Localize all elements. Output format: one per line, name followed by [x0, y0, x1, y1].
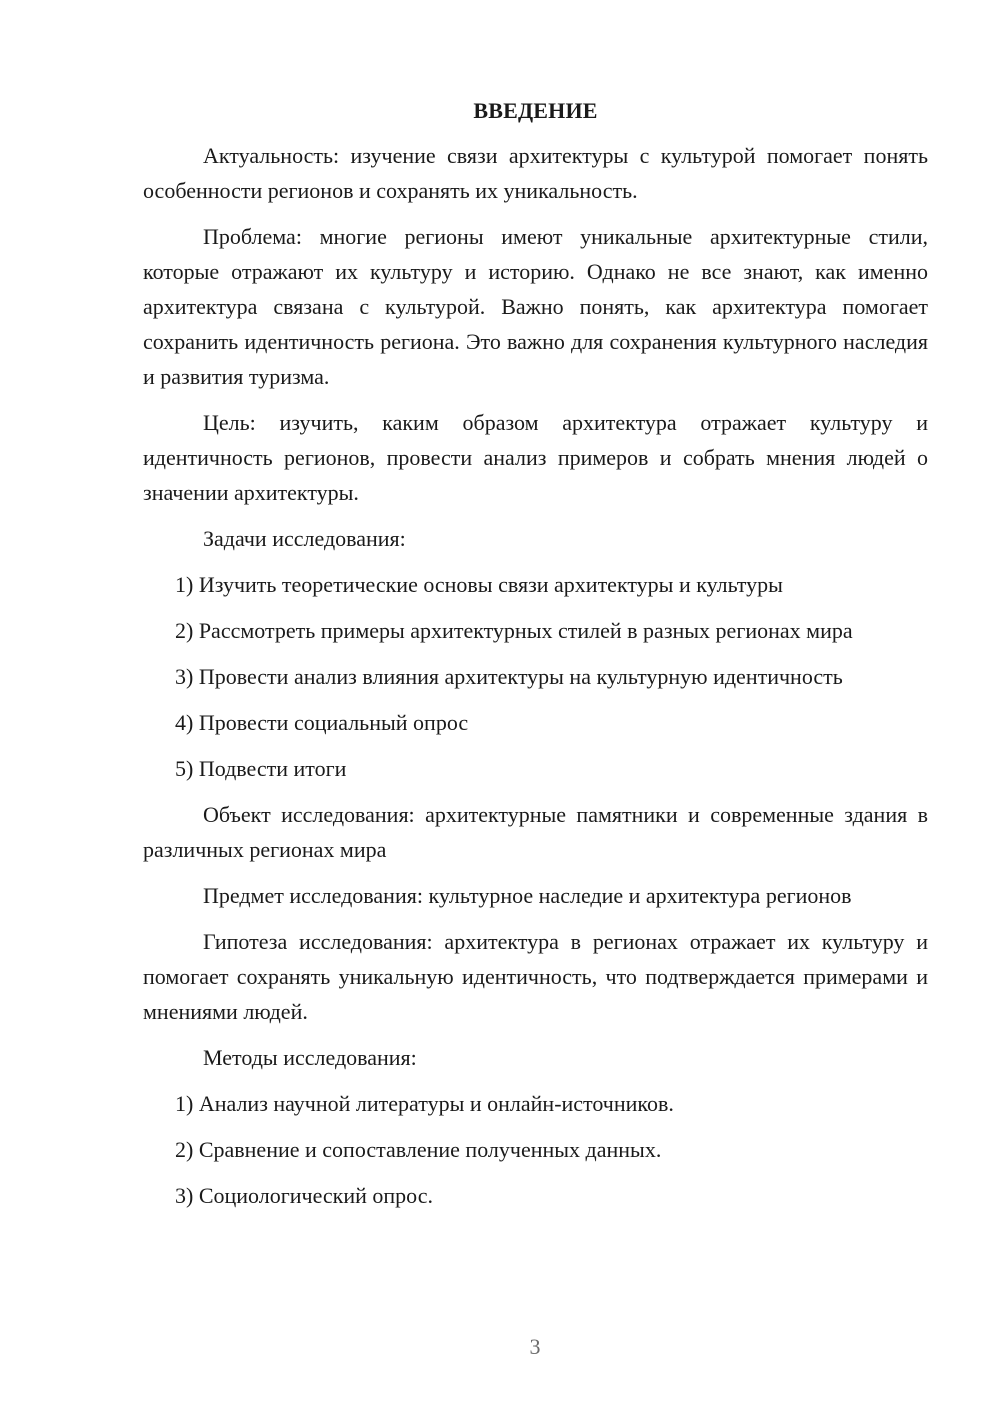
problem-paragraph: Проблема: многие регионы имеют уникальные архитектурные стили, которые отражают их культуру и историю. Однако не все знают, как именно архитектура связана с культурой. Важно понять, как архитектура помогает сохранить идентичность региона. Это важно для сохранения культурного наследия и развития туризма. [143, 224, 928, 389]
task-item-1: 1) Изучить теоретические основы связи архитектуры и культуры [175, 572, 783, 597]
tasks-heading: Задачи исследования: [203, 526, 406, 551]
subject-paragraph: Предмет исследования: культурное наследие и архитектура регионов [203, 883, 852, 908]
hypothesis-paragraph: Гипотеза исследования: архитектура в регионах отражает их культуру и помогает сохранять уникальную идентичность, что подтверждается примерами и мнениями людей. [143, 929, 928, 1024]
page-title: ВВЕДЕНИЕ [473, 98, 598, 123]
task-item-2: 2) Рассмотреть примеры архитектурных стилей в разных регионах мира [175, 618, 853, 643]
relevance-paragraph: Актуальность: изучение связи архитектуры с культурой помогает понять особенности регионов и сохранять их уникальность. [143, 143, 928, 203]
page-number: 3 [529, 1334, 541, 1359]
task-item-5: 5) Подвести итоги [175, 756, 347, 781]
method-item-2: 2) Сравнение и сопоставление полученных данных. [175, 1137, 662, 1162]
task-item-4: 4) Провести социальный опрос [175, 710, 469, 735]
method-item-1: 1) Анализ научной литературы и онлайн-источников. [175, 1091, 674, 1116]
object-paragraph: Объект исследования: архитектурные памятники и современные здания в различных регионах мира [143, 802, 928, 862]
page-content [143, 96, 928, 1224]
task-item-3: 3) Провести анализ влияния архитектуры на культурную идентичность [175, 664, 843, 689]
method-item-3: 3) Социологический опрос. [175, 1183, 433, 1208]
goal-paragraph: Цель: изучить, каким образом архитектура отражает культуру и идентичность регионов, провести анализ примеров и собрать мнения людей о значении архитектуры. [143, 410, 928, 505]
methods-heading: Методы исследования: [203, 1045, 417, 1070]
